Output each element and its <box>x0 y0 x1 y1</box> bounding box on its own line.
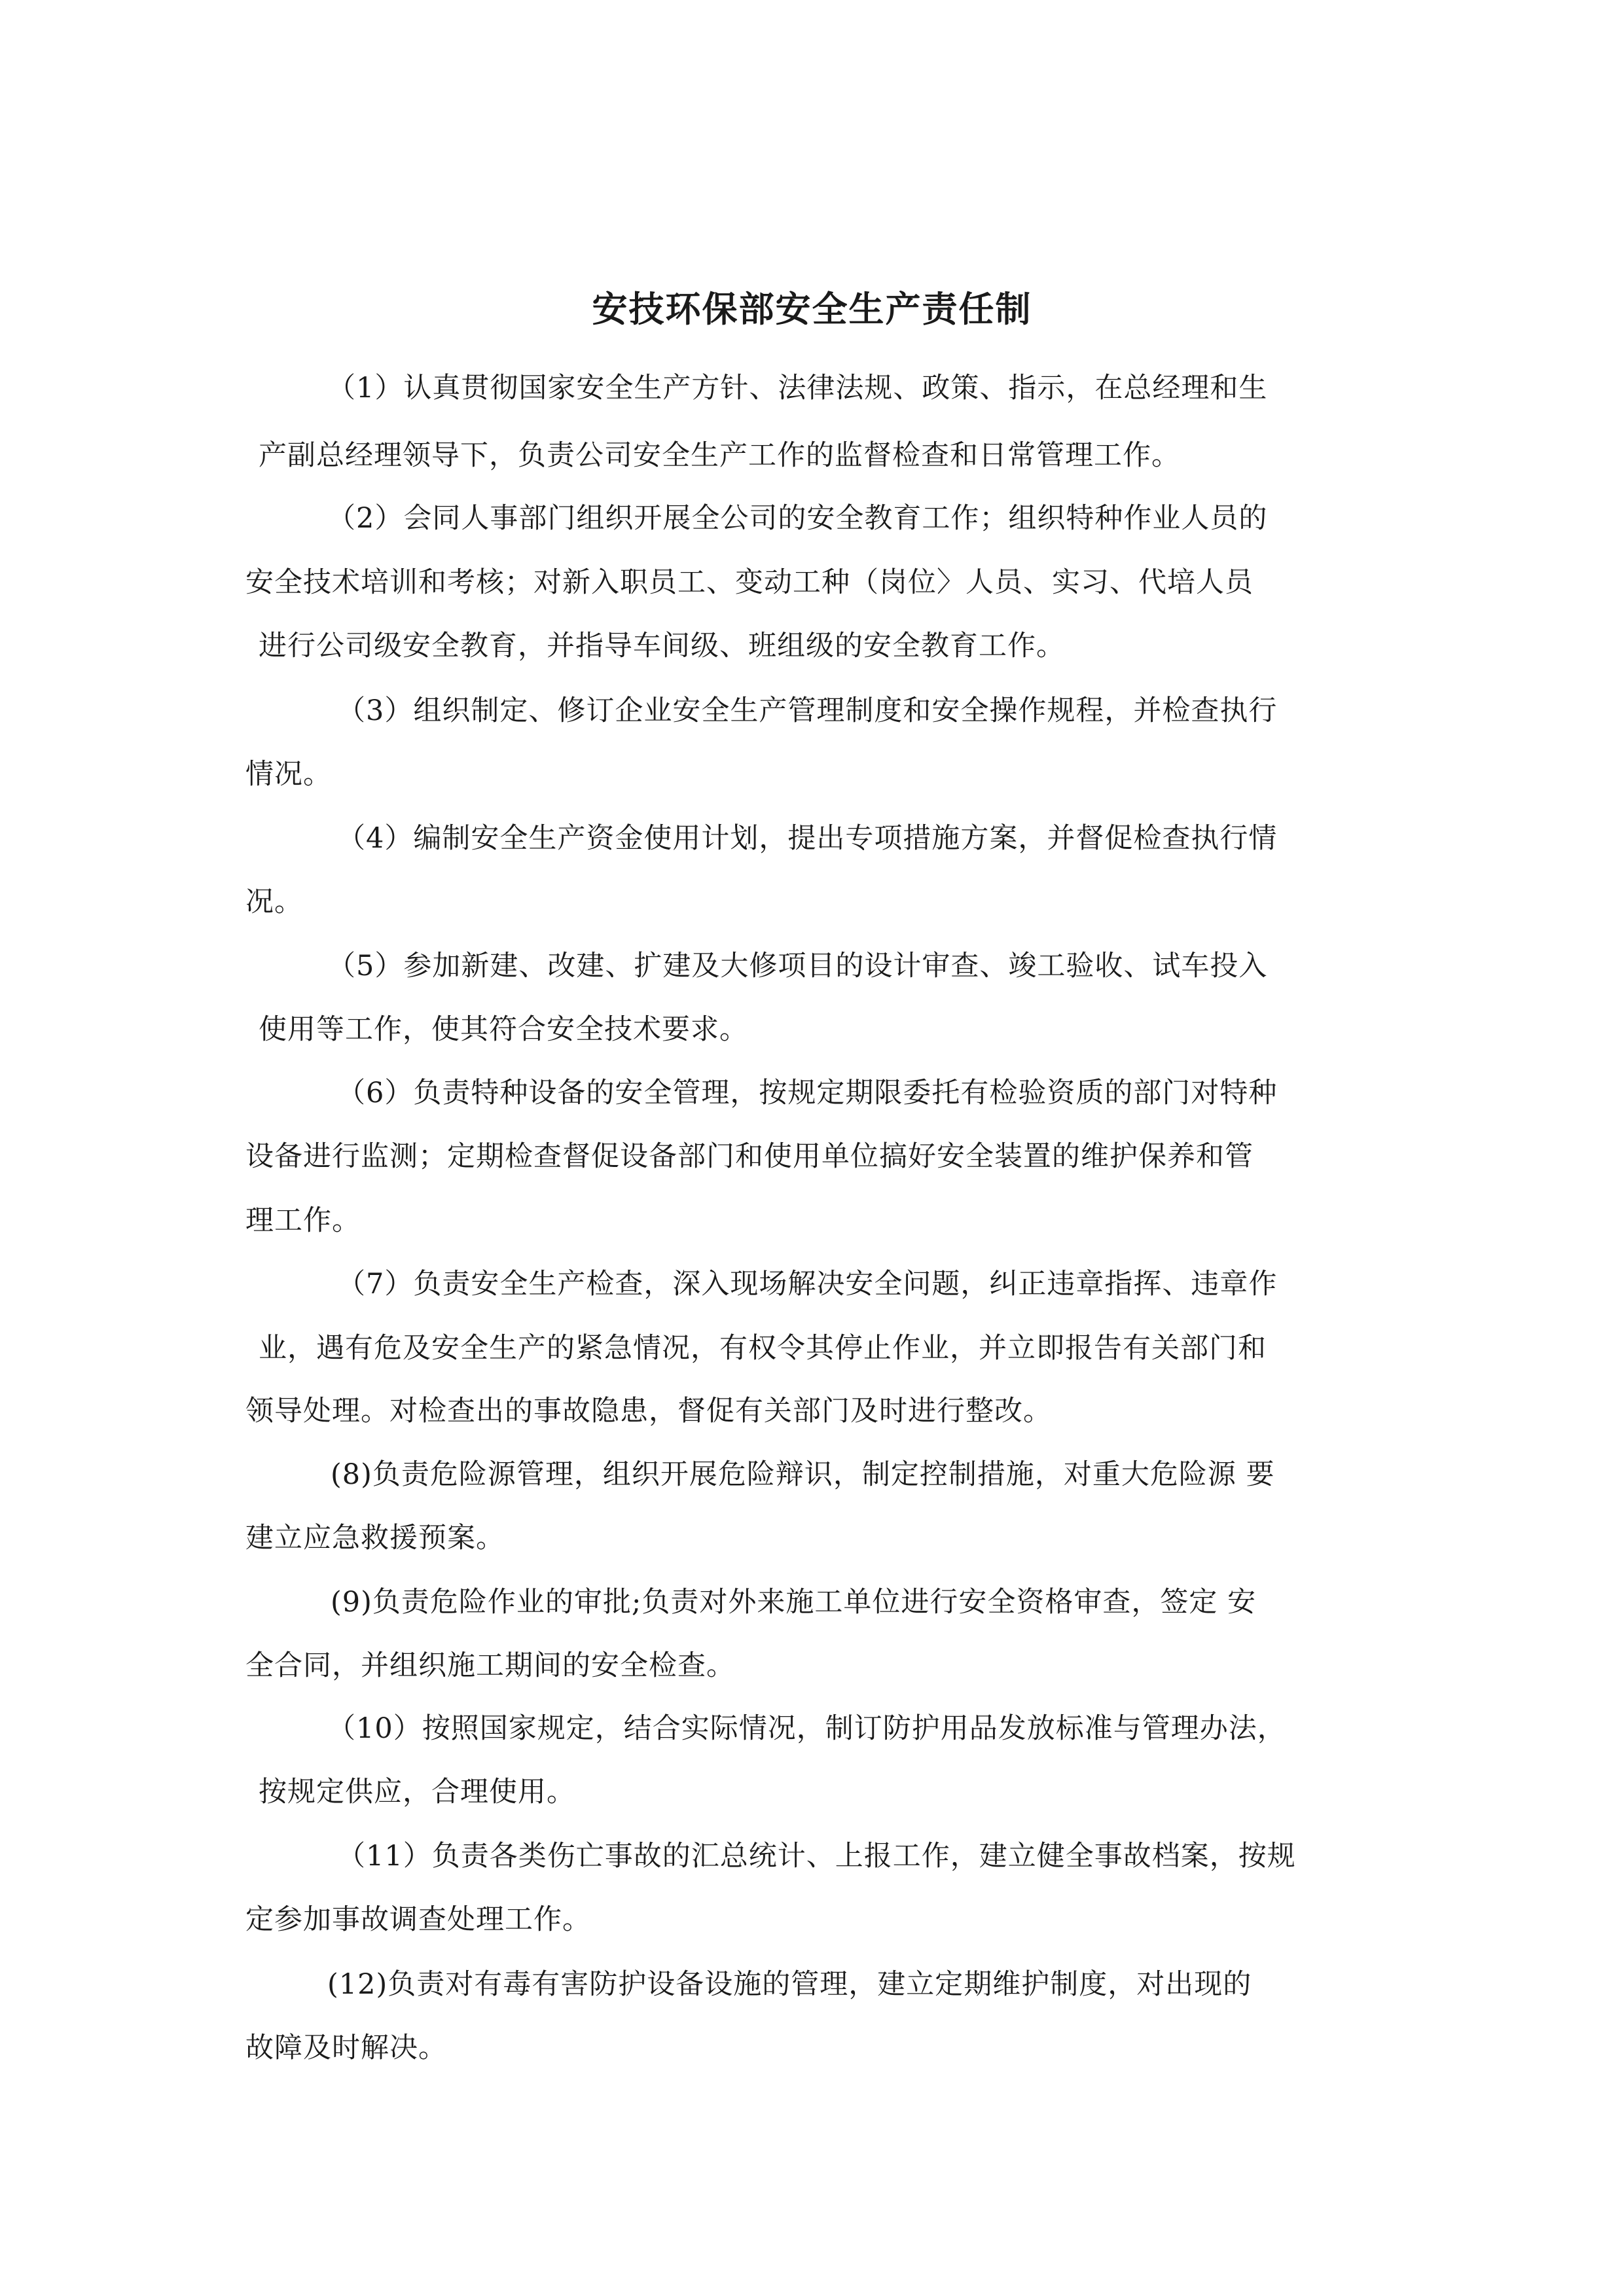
paragraph-line: 故障及时解决。 <box>245 2032 447 2064</box>
paragraph-line: 况。 <box>245 886 303 918</box>
paragraph-line: 全合同，并组织施工期间的安全检查。 <box>245 1649 735 1682</box>
paragraph-line: 进行公司级安全教育，并指导车间级、班组级的安全教育工作。 <box>259 630 1065 662</box>
paragraph-line: (9)负责危险作业的审批;负责对外来施工单位进行安全资格审查，签定 安 <box>331 1586 1257 1619</box>
paragraph-line: 安全技术培训和考核；对新入职员工、变动工种（岗位〉人员、实习、代培人员 <box>245 566 1254 599</box>
paragraph-line: （4）编制安全生产资金使用计划，提出专项措施方案，并督促检查执行情 <box>337 822 1278 855</box>
paragraph-line: (12)负责对有毒有害防护设备设施的管理，建立定期维护制度，对出现的 <box>327 1968 1252 2001</box>
document-title: 安技环保部安全生产责任制 <box>592 288 1032 330</box>
paragraph-line: 理工作。 <box>245 1204 361 1237</box>
paragraph-line: （1）认真贯彻国家安全生产方针、法律法规、政策、指示，在总经理和生 <box>327 372 1268 404</box>
paragraph-line: (8)负责危险源管理，组织开展危险辩识，制定控制措施，对重大危险源 要 <box>331 1458 1275 1491</box>
paragraph-line: （3）组织制定、修订企业安全生产管理制度和安全操作规程，并检查执行 <box>337 694 1278 727</box>
paragraph-line: （7）负责安全生产检查，深入现场解决安全问题，纠正违章指挥、违章作 <box>337 1268 1278 1300</box>
paragraph-line: 业，遇有危及安全生产的紧急情况，有权令其停止作业，并立即报告有关部门和 <box>259 1332 1267 1365</box>
paragraph-line: （5）参加新建、改建、扩建及大修项目的设计审查、竣工验收、试车投入 <box>327 950 1268 982</box>
paragraph-line: （11）负责各类伤亡事故的汇总统计、上报工作，建立健全事故档案，按规 <box>337 1840 1296 1873</box>
paragraph-line: （10）按照国家规定，结合实际情况，制订防护用品发放标准与管理办法， <box>327 1712 1286 1745</box>
paragraph-line: 使用等工作，使其符合安全技术要求。 <box>259 1013 748 1046</box>
paragraph-line: 按规定供应，合理使用。 <box>259 1776 575 1808</box>
paragraph-line: 定参加事故调查处理工作。 <box>245 1903 591 1936</box>
paragraph-line: 产副总经理领导下，负责公司安全生产工作的监督检查和日常管理工作。 <box>259 439 1180 472</box>
paragraph-line: 情况。 <box>245 758 332 791</box>
paragraph-line: （6）负责特种设备的安全管理，按规定期限委托有检验资质的部门对特种 <box>337 1077 1278 1109</box>
paragraph-line: 设备进行监测；定期检查督促设备部门和使用单位搞好安全装置的维护保养和管 <box>245 1140 1254 1173</box>
paragraph-line: 建立应急救援预案。 <box>245 1522 505 1554</box>
paragraph-line: 领导处理。对检查出的事故隐患，督促有关部门及时进行整改。 <box>245 1395 1052 1427</box>
paragraph-line: （2）会同人事部门组织开展全公司的安全教育工作；组织特种作业人员的 <box>327 502 1268 535</box>
